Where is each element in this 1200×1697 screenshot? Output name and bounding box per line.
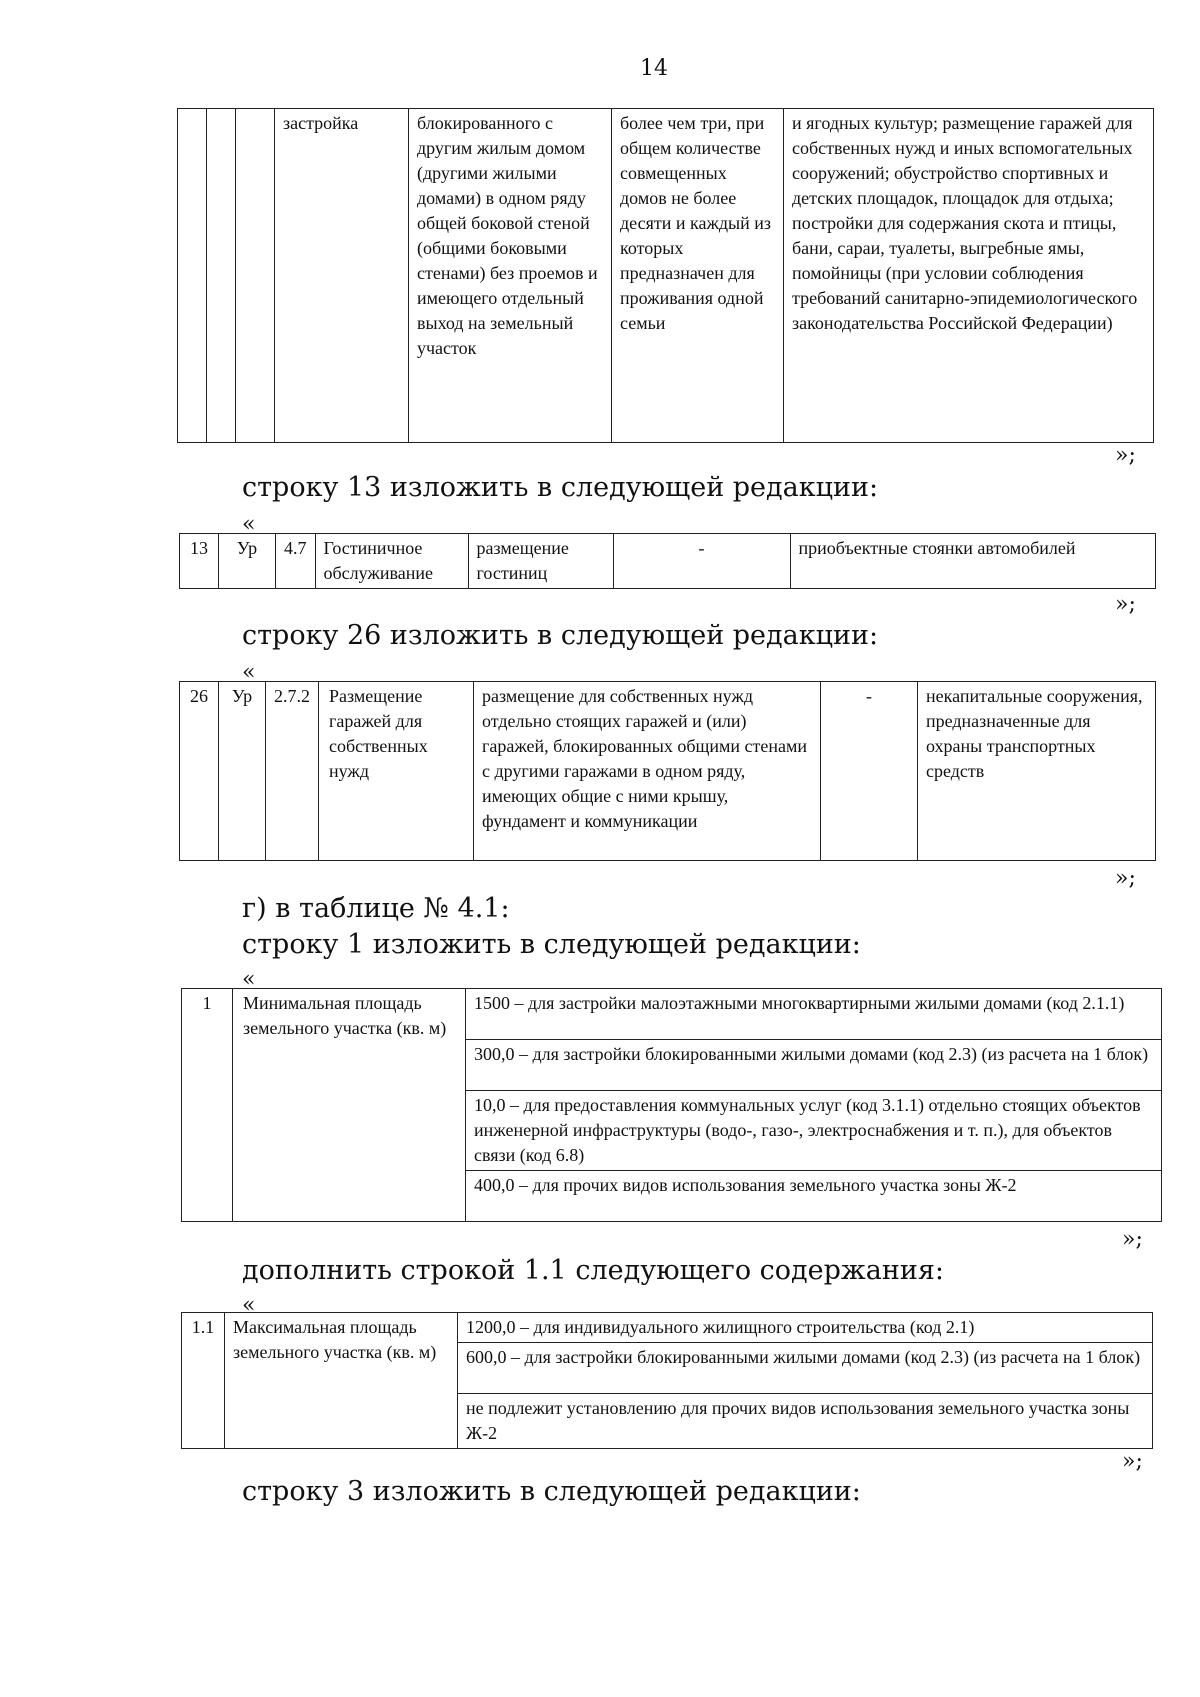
table-row <box>180 682 1156 861</box>
open-mark: « <box>242 967 256 992</box>
heading-row-26: строку 26 изложить в следующей редакции: <box>242 620 879 651</box>
cell-auxiliary: приобъектные стоянки автомобилей <box>790 534 1156 589</box>
cell-description: блокированного с другим жилым домом (другими жилыми домами) в одном ряду общей боковой стеной (общими боковыми стенами) без проемов и имеющего отдельный выход на земельный участок <box>409 109 612 443</box>
close-mark: »; <box>1115 443 1136 468</box>
table-row <box>182 989 1162 1040</box>
cell-auxiliary: и ягодных культур; размещение гаражей для собственных нужд и иных вспомогательных сооружений; обустройство спортивных и детских площадок, площадок для отдыха; постройки для содержания скота и птицы, бани, сараи, туалеты, выгребные ямы, помойницы (при условии соблюдения требований санитарно-эпидемиологического законодательства Российской Федерации) <box>784 109 1154 443</box>
open-mark: « <box>242 660 256 685</box>
cell-value: 400,0 – для прочих видов использования земельного участка зоны Ж-2 <box>466 1171 1162 1222</box>
close-mark: »; <box>1115 866 1136 891</box>
cell-value: 1500 – для застройки малоэтажными многоквартирными жилыми домами (код 2.1.1) <box>466 989 1162 1040</box>
row-26-table <box>179 681 1156 861</box>
cell-name: Максимальная площадь земельного участка (кв. м) <box>225 1313 458 1449</box>
cell-name: Размещение гаражей для собственных нужд <box>319 682 474 861</box>
heading-row-3: строку 3 изложить в следующей редакции: <box>242 1476 861 1507</box>
page-number: 14 <box>640 56 668 81</box>
cell-parameter: - <box>613 534 790 589</box>
close-mark: »; <box>1122 1227 1143 1252</box>
cell-description: размещение для собственных нужд отдельно стоящих гаражей и (или) гаражей, блокированных общими стенами с другими гаражами в одном ряду, имеющих общие с ними крышу, фундамент и коммуникации <box>474 682 821 861</box>
cell-value: 10,0 – для предоставления коммунальных услуг (код 3.1.1) отдельно стоящих объектов инженерной инфраструктуры (водо-, газо-, электроснабжения и т. п.), для объектов связи (код 6.8) <box>466 1091 1162 1171</box>
heading-table-4-1: г) в таблице № 4.1: <box>242 893 510 924</box>
close-mark: »; <box>1115 592 1136 617</box>
cell-empty-1 <box>178 109 207 443</box>
cell-description: размещение гостиниц <box>468 534 613 589</box>
continuation-table <box>177 108 1154 443</box>
heading-row-1-1: дополнить строкой 1.1 следующего содержания: <box>242 1255 944 1286</box>
table-row <box>182 1313 1153 1343</box>
cell-type: застройка <box>275 109 409 443</box>
cell-code: 4.7 <box>276 534 316 589</box>
cell-number: 1.1 <box>182 1313 225 1449</box>
cell-condition: более чем три, при общем количестве совмещенных домов не более десяти и каждый из которых предназначен для проживания одной семьи <box>612 109 784 443</box>
cell-empty-2 <box>207 109 236 443</box>
cell-name: Минимальная площадь земельного участка (кв. м) <box>233 989 466 1222</box>
cell-zone: Ур <box>219 534 276 589</box>
cell-value: 1200,0 – для индивидуального жилищного строительства (код 2.1) <box>458 1313 1153 1343</box>
cell-value: 600,0 – для застройки блокированными жилыми домами (код 2.3) (из расчета на 1 блок) <box>458 1343 1153 1394</box>
heading-row-1: строку 1 изложить в следующей редакции: <box>242 929 861 960</box>
cell-parameter: - <box>821 682 918 861</box>
row-1-1-table <box>181 1312 1153 1449</box>
table-row <box>180 534 1156 589</box>
open-mark: « <box>242 1293 256 1318</box>
cell-code: 2.7.2 <box>266 682 319 861</box>
open-mark: « <box>242 512 256 537</box>
heading-row-13: строку 13 изложить в следующей редакции: <box>242 472 879 503</box>
cell-number: 1 <box>182 989 233 1222</box>
cell-number: 13 <box>180 534 219 589</box>
cell-empty-3 <box>236 109 275 443</box>
row-13-table <box>179 533 1156 589</box>
table-row <box>178 109 1154 443</box>
close-mark: »; <box>1122 1449 1143 1474</box>
cell-value: 300,0 – для застройки блокированными жилыми домами (код 2.3) (из расчета на 1 блок) <box>466 1040 1162 1091</box>
cell-auxiliary: некапитальные сооружения, предназначенные для охраны транспортных средств <box>918 682 1156 861</box>
row-1-table <box>181 988 1162 1222</box>
cell-value: не подлежит установлению для прочих видов использования земельного участка зоны Ж-2 <box>458 1394 1153 1449</box>
cell-zone: Ур <box>219 682 266 861</box>
cell-name: Гостиничное обслуживание <box>315 534 468 589</box>
cell-number: 26 <box>180 682 219 861</box>
